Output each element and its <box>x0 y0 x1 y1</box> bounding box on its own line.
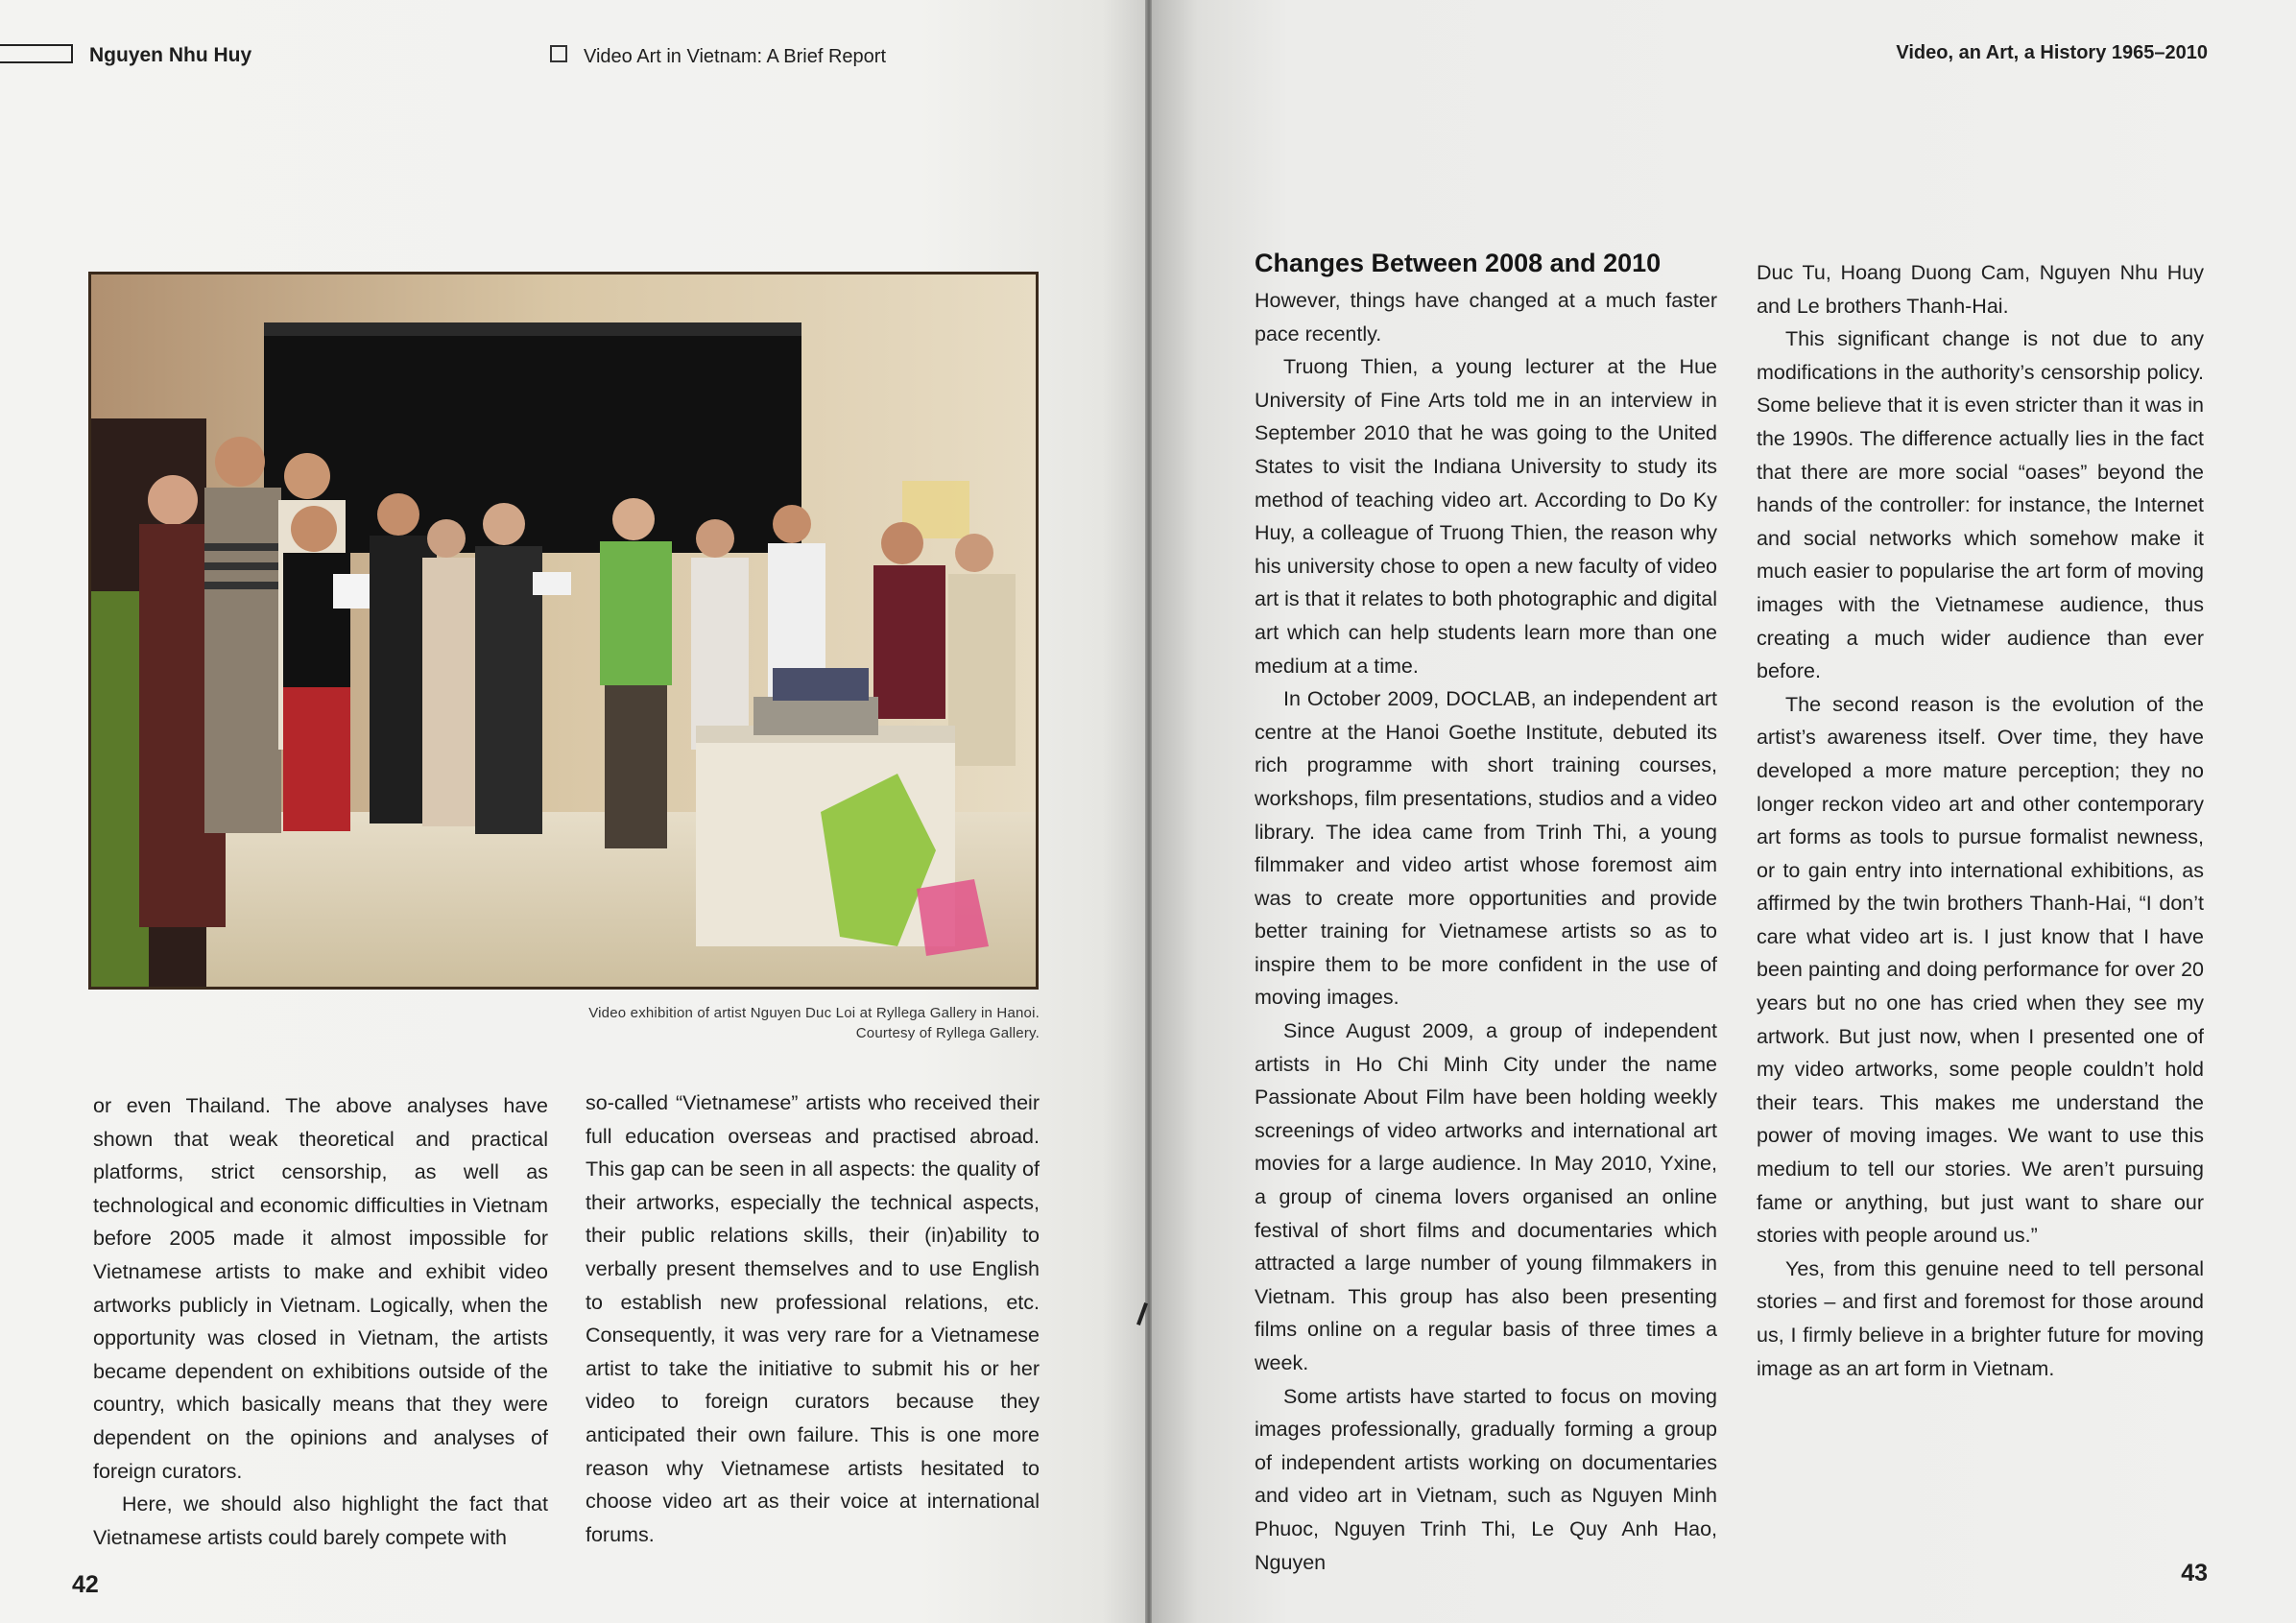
paragraph: Duc Tu, Hoang Duong Cam, Nguyen Nhu Huy and Le brothers Thanh-Hai. <box>1757 261 2204 318</box>
exhibition-photo <box>88 272 1039 990</box>
right-column-1 <box>1255 284 1717 1579</box>
caption-line-2: Courtesy of Ryllega Gallery. <box>855 1025 1040 1041</box>
paragraph: Truong Thien, a young lecturer at the Hue University of Fine Arts told me in an interview in September 2010 that he was going to the United States to visit the Indiana University to study its method of teaching video art. According to Do Ky Huy, a colleague of Truong Thien, the reason why his university chose to open a new faculty of video art is that it relates to both photographic and digital art which can help students learn more than one medium at a time. <box>1255 355 1717 678</box>
left-column-2 <box>586 1086 1040 1551</box>
paragraph: Here, we should also highlight the fact that Vietnamese artists could barely compete with <box>93 1492 548 1549</box>
paragraph: This significant change is not due to any modifications in the authority’s censorship policy. Some believe that it is even stricter than it was in the 1990s. The difference actually lies in the fact that there are more social “oases” beyond the hands of the controller: for instance, the Internet and social networks which somehow make it much easier to popularise the art form of moving images with the Vietnamese audience, thus creating a much wider audience than ever before. <box>1757 327 2204 683</box>
paragraph: In October 2009, DOCLAB, an independent art centre at the Hanoi Goethe Institute, debuted its rich programme with short training courses, workshops, film presentations, studios and a video library. The idea came from Trinh Thi, a young filmmaker and video artist whose foremost aim was to create more opportunities and provide better training for Vietnamese artists so as to inspire them to be more confident in the use of moving images. <box>1255 687 1717 1010</box>
right-column-2 <box>1757 256 2204 1385</box>
header-rule-box <box>0 44 73 63</box>
paragraph: Yes, from this genuine need to tell personal stories – and first and foremost for those around us, I firmly believe in a brighter future for moving image as an art form in Vietnam. <box>1757 1256 2204 1380</box>
paragraph: The second reason is the evolution of the artist’s awareness itself. Over time, they have developed a more mature perception; they no longer reckon video art and other contemporary art forms as tools to pursue formalist newness, or to gain entry into international exhibitions, as affirmed by the twin brothers Thanh-Hai, “I don’t care what video art is. I just know that I have been painting and doing performance for over 20 years but no one has cried when they see my artwork. But just now, when I presented one of my video artworks, some people couldn’t hold their tears. This makes me understand the power of moving images. We want to use this medium to tell our stories. We aren’t pursuing fame or anything, but just want to share our stories with people around us.” <box>1757 692 2204 1248</box>
paragraph: Since August 2009, a group of independent artists in Ho Chi Minh City under the name Passionate About Film have been holding weekly screenings of video artworks and international art movies for a large audience. In May 2010, Yxine, a group of cinema lovers organised an online festival of short films and documentaries which attracted a large number of young filmmakers in Vietnam. This group has also been presenting films online on a regular basis of three times a week. <box>1255 1019 1717 1374</box>
paragraph: so-called “Vietnamese” artists who received their full education overseas and practised abroad. This gap can be seen in all aspects: the quality of their artworks, especially the technical aspects, their public relations skills, their (in)ability to verbally present themselves and to use English to establish new professional relations, etc. Consequently, it was very rare for a Vietnamese artist to take the initiative to submit his or her video to foreign curators because they anticipated their own failure. This is one more reason why Vietnamese artists hesitated to choose video art as their voice at international forums. <box>586 1091 1040 1546</box>
author-header: Nguyen Nhu Huy <box>89 44 252 66</box>
paragraph: or even Thailand. The above analyses have shown that weak theoretical and practical platforms, strict censorship, as well as technological and economic difficulties in Vietnam before 2005 made it almost impossible for Vietnamese artists to make and exhibit video artworks publicly in Vietnam. Logically, when the opportunity was closed in Vietnam, the artists became dependent on exhibitions outside of the country, which basically means that they were dependent on the opinions and analyses of foreign curators. <box>93 1094 548 1483</box>
exhibition-photo-illustration <box>91 274 1036 987</box>
caption-line-1: Video exhibition of artist Nguyen Duc Loi at Ryllega Gallery in Hanoi. <box>588 1005 1040 1021</box>
square-bullet-icon <box>550 45 567 62</box>
paragraph: However, things have changed at a much faster pace recently. <box>1255 289 1717 346</box>
left-column-1 <box>93 1089 548 1554</box>
page-number-right: 43 <box>2181 1560 2208 1587</box>
paragraph: Some artists have started to focus on moving images professionally, gradually forming a group of independent artists working on documentaries and video art in Vietnam, such as Nguyen Minh Phuoc, Nguyen Trinh Thi, Le Quy Anh Hao, Nguyen <box>1255 1384 1717 1574</box>
section-title: Changes Between 2008 and 2010 <box>1255 249 1662 277</box>
page-number-left: 42 <box>72 1571 99 1598</box>
running-title-left: Video Art in Vietnam: A Brief Report <box>584 46 886 67</box>
photo-caption <box>403 1003 1040 1043</box>
running-title-right: Video, an Art, a History 1965–2010 <box>1896 42 2208 63</box>
